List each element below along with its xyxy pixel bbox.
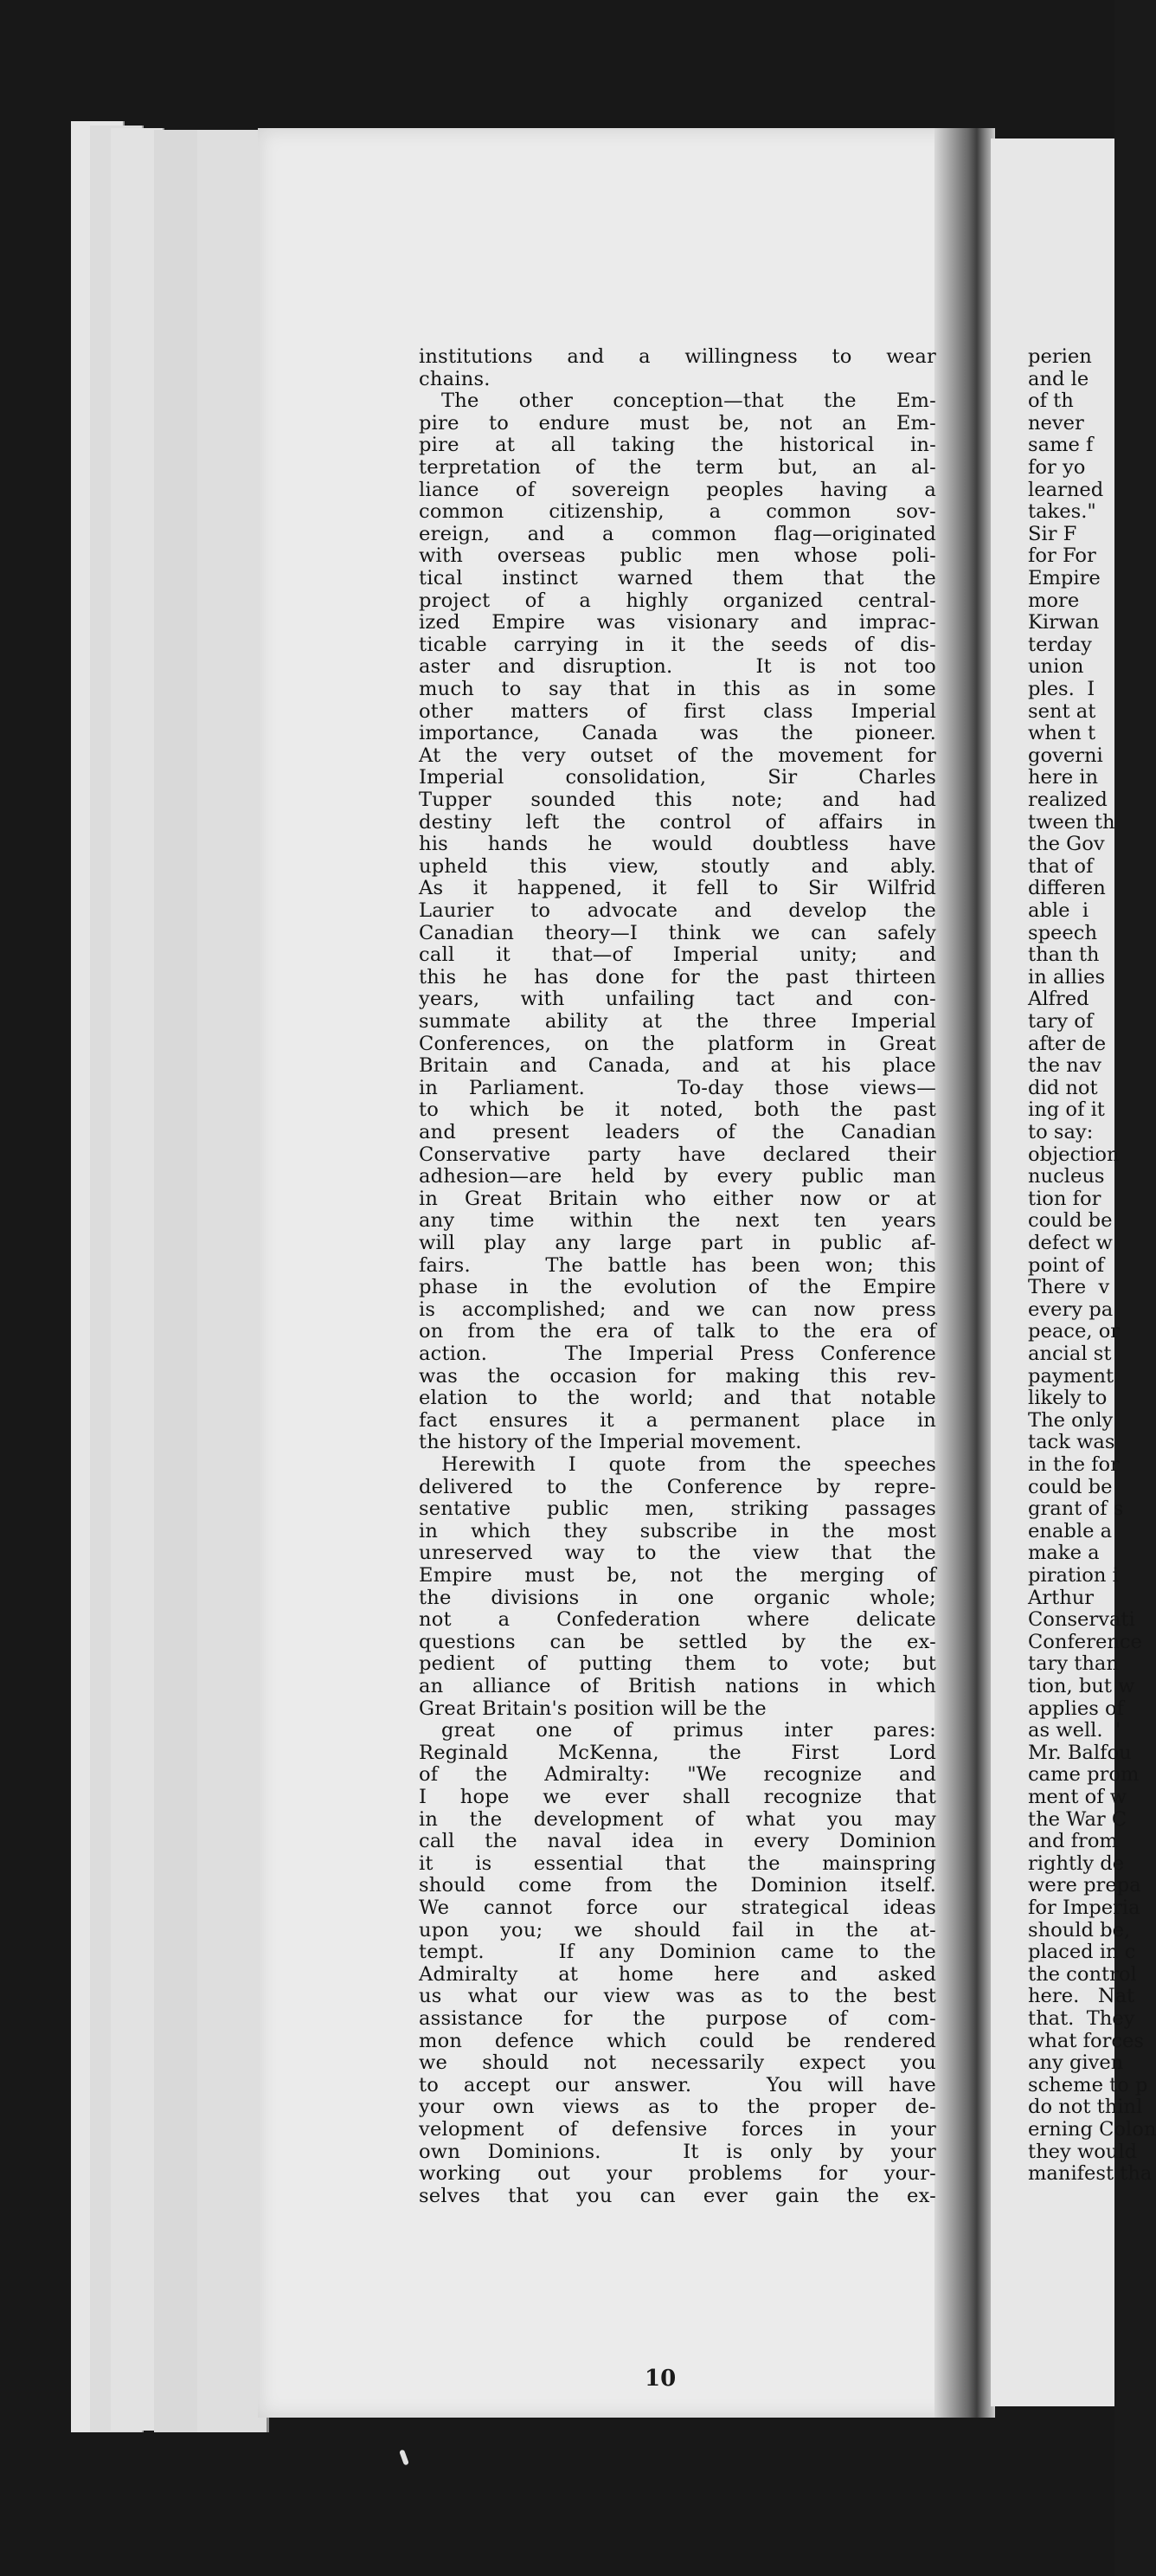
text-line: sentative public men, striking passages xyxy=(419,1497,936,1521)
page-number: 10 xyxy=(645,2366,677,2392)
text-line: Mr. Balfou xyxy=(1028,1741,1132,1764)
text-line: sent at xyxy=(1028,699,1096,723)
text-line: Canadian theory—I think we can safely xyxy=(419,921,936,944)
text-line: pedient of putting them to vote; but xyxy=(419,1652,936,1676)
text-line: other matters of first class Imperial xyxy=(419,699,936,723)
text-line: As it happened, it fell to Sir Wilfrid xyxy=(419,877,936,900)
text-line: and le xyxy=(1028,367,1089,390)
text-line: realized xyxy=(1028,789,1108,811)
text-line: velopment of defensive forces in your xyxy=(419,2118,936,2141)
text-line: assistance for the purpose of com- xyxy=(419,2007,936,2030)
text-line: summate ability at the three Imperial xyxy=(419,1010,936,1033)
text-line: liance of sovereign peoples having a xyxy=(419,478,936,501)
text-line: is accomplished; and we can now press xyxy=(419,1298,936,1321)
text-line: the control xyxy=(1028,1962,1137,1986)
text-line: erning Colon xyxy=(1028,2118,1156,2141)
text-line: an alliance of British nations in which xyxy=(419,1675,936,1697)
text-line: Conservative party have declared their xyxy=(419,1143,936,1166)
text-line: takes." xyxy=(1028,500,1096,524)
text-line: for For xyxy=(1028,544,1096,568)
text-line: for Imperia xyxy=(1028,1897,1140,1919)
text-line: to say: xyxy=(1028,1121,1094,1143)
text-line: Kirwan xyxy=(1028,611,1100,634)
text-line: call it that—of Imperial unity; and xyxy=(419,943,936,967)
text-line: learned xyxy=(1028,478,1104,501)
text-line: ples. I xyxy=(1028,678,1095,700)
text-line: was the occasion for making this rev- xyxy=(419,1364,936,1388)
book-gutter xyxy=(934,128,995,2418)
text-line: for yo xyxy=(1028,456,1086,479)
text-line: nucleus xyxy=(1028,1165,1105,1188)
text-line: as well. ' xyxy=(1028,1719,1121,1742)
text-line: tary than xyxy=(1028,1652,1119,1676)
text-line: Imperial consolidation, Sir Charles xyxy=(419,766,936,789)
text-line: ereign, and a common flag—originated xyxy=(419,522,936,545)
text-line: came prom xyxy=(1028,1763,1140,1787)
text-line: should be, xyxy=(1028,1918,1131,1942)
text-line: make a xyxy=(1028,1542,1100,1565)
text-line: Admiralty at home here and asked xyxy=(419,1962,936,1986)
text-line: Conferences, on the platform in Great xyxy=(419,1032,936,1055)
text-line: manifest tha xyxy=(1028,2162,1153,2186)
text-line: We cannot force our strategical ideas xyxy=(419,1897,936,1919)
text-line: tack was xyxy=(1028,1431,1115,1454)
text-line: payment xyxy=(1028,1364,1114,1388)
text-line: of th xyxy=(1028,390,1074,413)
text-line: years, with unfailing tact and con- xyxy=(419,988,936,1011)
text-line: great one of primus inter pares: xyxy=(441,1719,936,1742)
text-line: common citizenship, a common sov- xyxy=(419,500,936,524)
text-line: tical instinct warned them that the xyxy=(419,567,936,589)
text-line: Conservati xyxy=(1028,1608,1135,1632)
text-line: the history of the Imperial movement. xyxy=(419,1431,802,1454)
text-line: to which be it noted, both the past xyxy=(419,1098,936,1122)
text-line: pire at all taking the historical in- xyxy=(419,434,936,457)
text-line: Conference xyxy=(1028,1630,1142,1653)
text-line: and present leaders of the Canadian xyxy=(419,1121,936,1143)
text-line: tary of xyxy=(1028,1010,1094,1033)
text-line: more xyxy=(1028,589,1080,612)
text-line: on from the era of talk to the era of xyxy=(419,1320,936,1343)
text-line: institutions and a willingness to wear xyxy=(419,345,936,368)
text-line: after de xyxy=(1028,1032,1107,1055)
text-line: scheme to p xyxy=(1028,2073,1148,2096)
text-line: do not thinl xyxy=(1028,2096,1143,2119)
text-line: Herewith I quote from the speeches xyxy=(441,1453,936,1476)
text-line: every pa xyxy=(1028,1298,1114,1321)
text-line: ment of w xyxy=(1028,1786,1127,1808)
text-line: working out your problems for your- xyxy=(419,2162,936,2186)
text-line: ticable carrying in it the seeds of dis- xyxy=(419,633,936,656)
text-line: own Dominions. It is only by your xyxy=(419,2140,936,2163)
text-line: what forces xyxy=(1028,2029,1145,2052)
text-line: differen xyxy=(1028,877,1106,900)
text-line: any time within the next ten years xyxy=(419,1209,936,1233)
text-line: aster and disruption. It is not too xyxy=(419,655,936,679)
text-line: terday xyxy=(1028,633,1092,656)
text-line: grant of s xyxy=(1028,1497,1124,1521)
text-line: At the very outset of the movement for xyxy=(419,744,936,767)
text-line: action. The Imperial Press Conference xyxy=(419,1343,936,1365)
text-line: could be xyxy=(1028,1475,1113,1498)
text-line: likely to xyxy=(1028,1387,1108,1410)
text-line: in Parliament. To-day those views— xyxy=(419,1076,936,1099)
text-line: tempt. If any Dominion came to the xyxy=(419,1941,936,1964)
text-line: piration i xyxy=(1028,1564,1119,1587)
text-line: in allies xyxy=(1028,965,1106,989)
text-line: Arthur xyxy=(1028,1586,1095,1609)
text-line: ing of it xyxy=(1028,1098,1105,1122)
text-line: never xyxy=(1028,411,1084,435)
text-line: his hands he would doubtless have xyxy=(419,833,936,856)
text-line: any given xyxy=(1028,2051,1124,2075)
text-line: with overseas public men whose poli- xyxy=(419,544,936,568)
text-line: able i xyxy=(1028,899,1089,922)
text-line: the divisions in one organic whole; xyxy=(419,1586,936,1609)
text-line: Tupper sounded this note; and had xyxy=(419,789,936,811)
text-line: Sir F xyxy=(1028,522,1077,545)
text-line: project of a highly organized central- xyxy=(419,589,936,612)
text-line: fact ensures it a permanent place in xyxy=(419,1408,936,1432)
text-line: Empire must be, not the merging of xyxy=(419,1564,936,1587)
text-line: that of xyxy=(1028,854,1094,878)
text-line: elation to the world; and that notable xyxy=(419,1387,936,1410)
text-line: did not xyxy=(1028,1076,1098,1099)
text-line: I hope we ever shall recognize that xyxy=(419,1786,936,1808)
text-line: that. They xyxy=(1028,2007,1135,2030)
text-line: in the development of what you may xyxy=(419,1807,936,1831)
text-line: in which they subscribe in the most xyxy=(419,1519,936,1542)
text-line: mon defence which could be rendered xyxy=(419,2029,936,2052)
text-line: when t xyxy=(1028,722,1096,745)
text-line: point of xyxy=(1028,1253,1105,1277)
text-line: adhesion—are held by every public man xyxy=(419,1165,936,1188)
text-line: same f xyxy=(1028,434,1094,457)
text-line: should come from the Dominion itself. xyxy=(419,1874,936,1897)
text-line: Britain and Canada, and at his place xyxy=(419,1054,936,1078)
text-line: this he has done for the past thirteen xyxy=(419,965,936,989)
text-line: objection xyxy=(1028,1143,1120,1166)
text-line: to accept our answer. You will have xyxy=(419,2073,936,2096)
text-line: of the Admiralty: "We recognize and xyxy=(419,1763,936,1787)
text-line: upheld this view, stoutly and ably. xyxy=(419,854,936,878)
text-line: placed in c xyxy=(1028,1941,1136,1964)
text-line: and from xyxy=(1028,1830,1118,1853)
text-line: perien xyxy=(1028,345,1092,368)
text-line: pire to endure must be, not an Em- xyxy=(419,411,936,435)
text-line: upon you; we should fail in the at- xyxy=(419,1918,936,1942)
text-line: could be xyxy=(1028,1209,1113,1233)
text-line: phase in the evolution of the Empire xyxy=(419,1276,936,1299)
text-line: here. Nat xyxy=(1028,1985,1135,2008)
text-line: in Great Britain who either now or at xyxy=(419,1187,936,1210)
text-line: tween th xyxy=(1028,810,1115,834)
text-line: selves that you can ever gain the ex- xyxy=(419,2184,936,2207)
text-line: the War C xyxy=(1028,1807,1127,1831)
text-line: Great Britain's position will be the xyxy=(419,1697,767,1720)
text-line: speech xyxy=(1028,921,1098,944)
text-line: us what our view was as to the best xyxy=(419,1985,936,2008)
scan-speck xyxy=(399,2450,409,2466)
text-line: it is essential that the mainspring xyxy=(419,1852,936,1875)
text-line: The only xyxy=(1028,1408,1114,1432)
text-line: the Gov xyxy=(1028,833,1105,856)
text-line: delivered to the Conference by repre- xyxy=(419,1475,936,1498)
text-line: ized Empire was visionary and imprac- xyxy=(419,611,936,634)
text-line: governi xyxy=(1028,744,1103,767)
text-line: destiny left the control of affairs in xyxy=(419,810,936,834)
text-line: defect w xyxy=(1028,1232,1113,1254)
text-line: here in xyxy=(1028,766,1099,789)
text-line: chains. xyxy=(419,367,491,390)
text-line: applies of xyxy=(1028,1697,1124,1720)
text-line: peace, or xyxy=(1028,1320,1121,1343)
text-line: union xyxy=(1028,655,1084,679)
text-line: will play any large part in public af- xyxy=(419,1232,936,1254)
text-line: your own views as to the proper de- xyxy=(419,2096,936,2119)
text-line: enable a xyxy=(1028,1519,1113,1542)
text-line: not a Confederation where delicate xyxy=(419,1608,936,1632)
text-line: questions can be settled by the ex- xyxy=(419,1630,936,1653)
text-line: ancial st xyxy=(1028,1343,1112,1365)
text-line: we should not necessarily expect you xyxy=(419,2051,936,2075)
text-line: were prepa xyxy=(1028,1874,1141,1897)
text-line: fairs. The battle has been won; this xyxy=(419,1253,936,1277)
text-line: much to say that in this as in some xyxy=(419,678,936,700)
text-line: rightly de xyxy=(1028,1852,1125,1875)
text-line: Alfred xyxy=(1028,988,1089,1011)
text-line: than th xyxy=(1028,943,1100,967)
text-line: tion for xyxy=(1028,1187,1101,1210)
text-line: terpretation of the term but, an al- xyxy=(419,456,936,479)
text-line: importance, Canada was the pioneer. xyxy=(419,722,936,745)
text-line: the nav xyxy=(1028,1054,1101,1078)
text-line: unreserved way to the view that the xyxy=(419,1542,936,1565)
text-line: There v xyxy=(1028,1276,1110,1299)
text-line: Laurier to advocate and develop the xyxy=(419,899,936,922)
text-line: call the naval idea in every Dominion xyxy=(419,1830,936,1853)
text-line: The other conception—that the Em- xyxy=(441,390,936,413)
text-line: they would xyxy=(1028,2140,1138,2163)
text-line: in the for xyxy=(1028,1453,1120,1476)
text-line: Empire xyxy=(1028,567,1101,589)
text-line: Reginald McKenna, the First Lord xyxy=(419,1741,936,1764)
text-line: tion, but w xyxy=(1028,1675,1135,1697)
